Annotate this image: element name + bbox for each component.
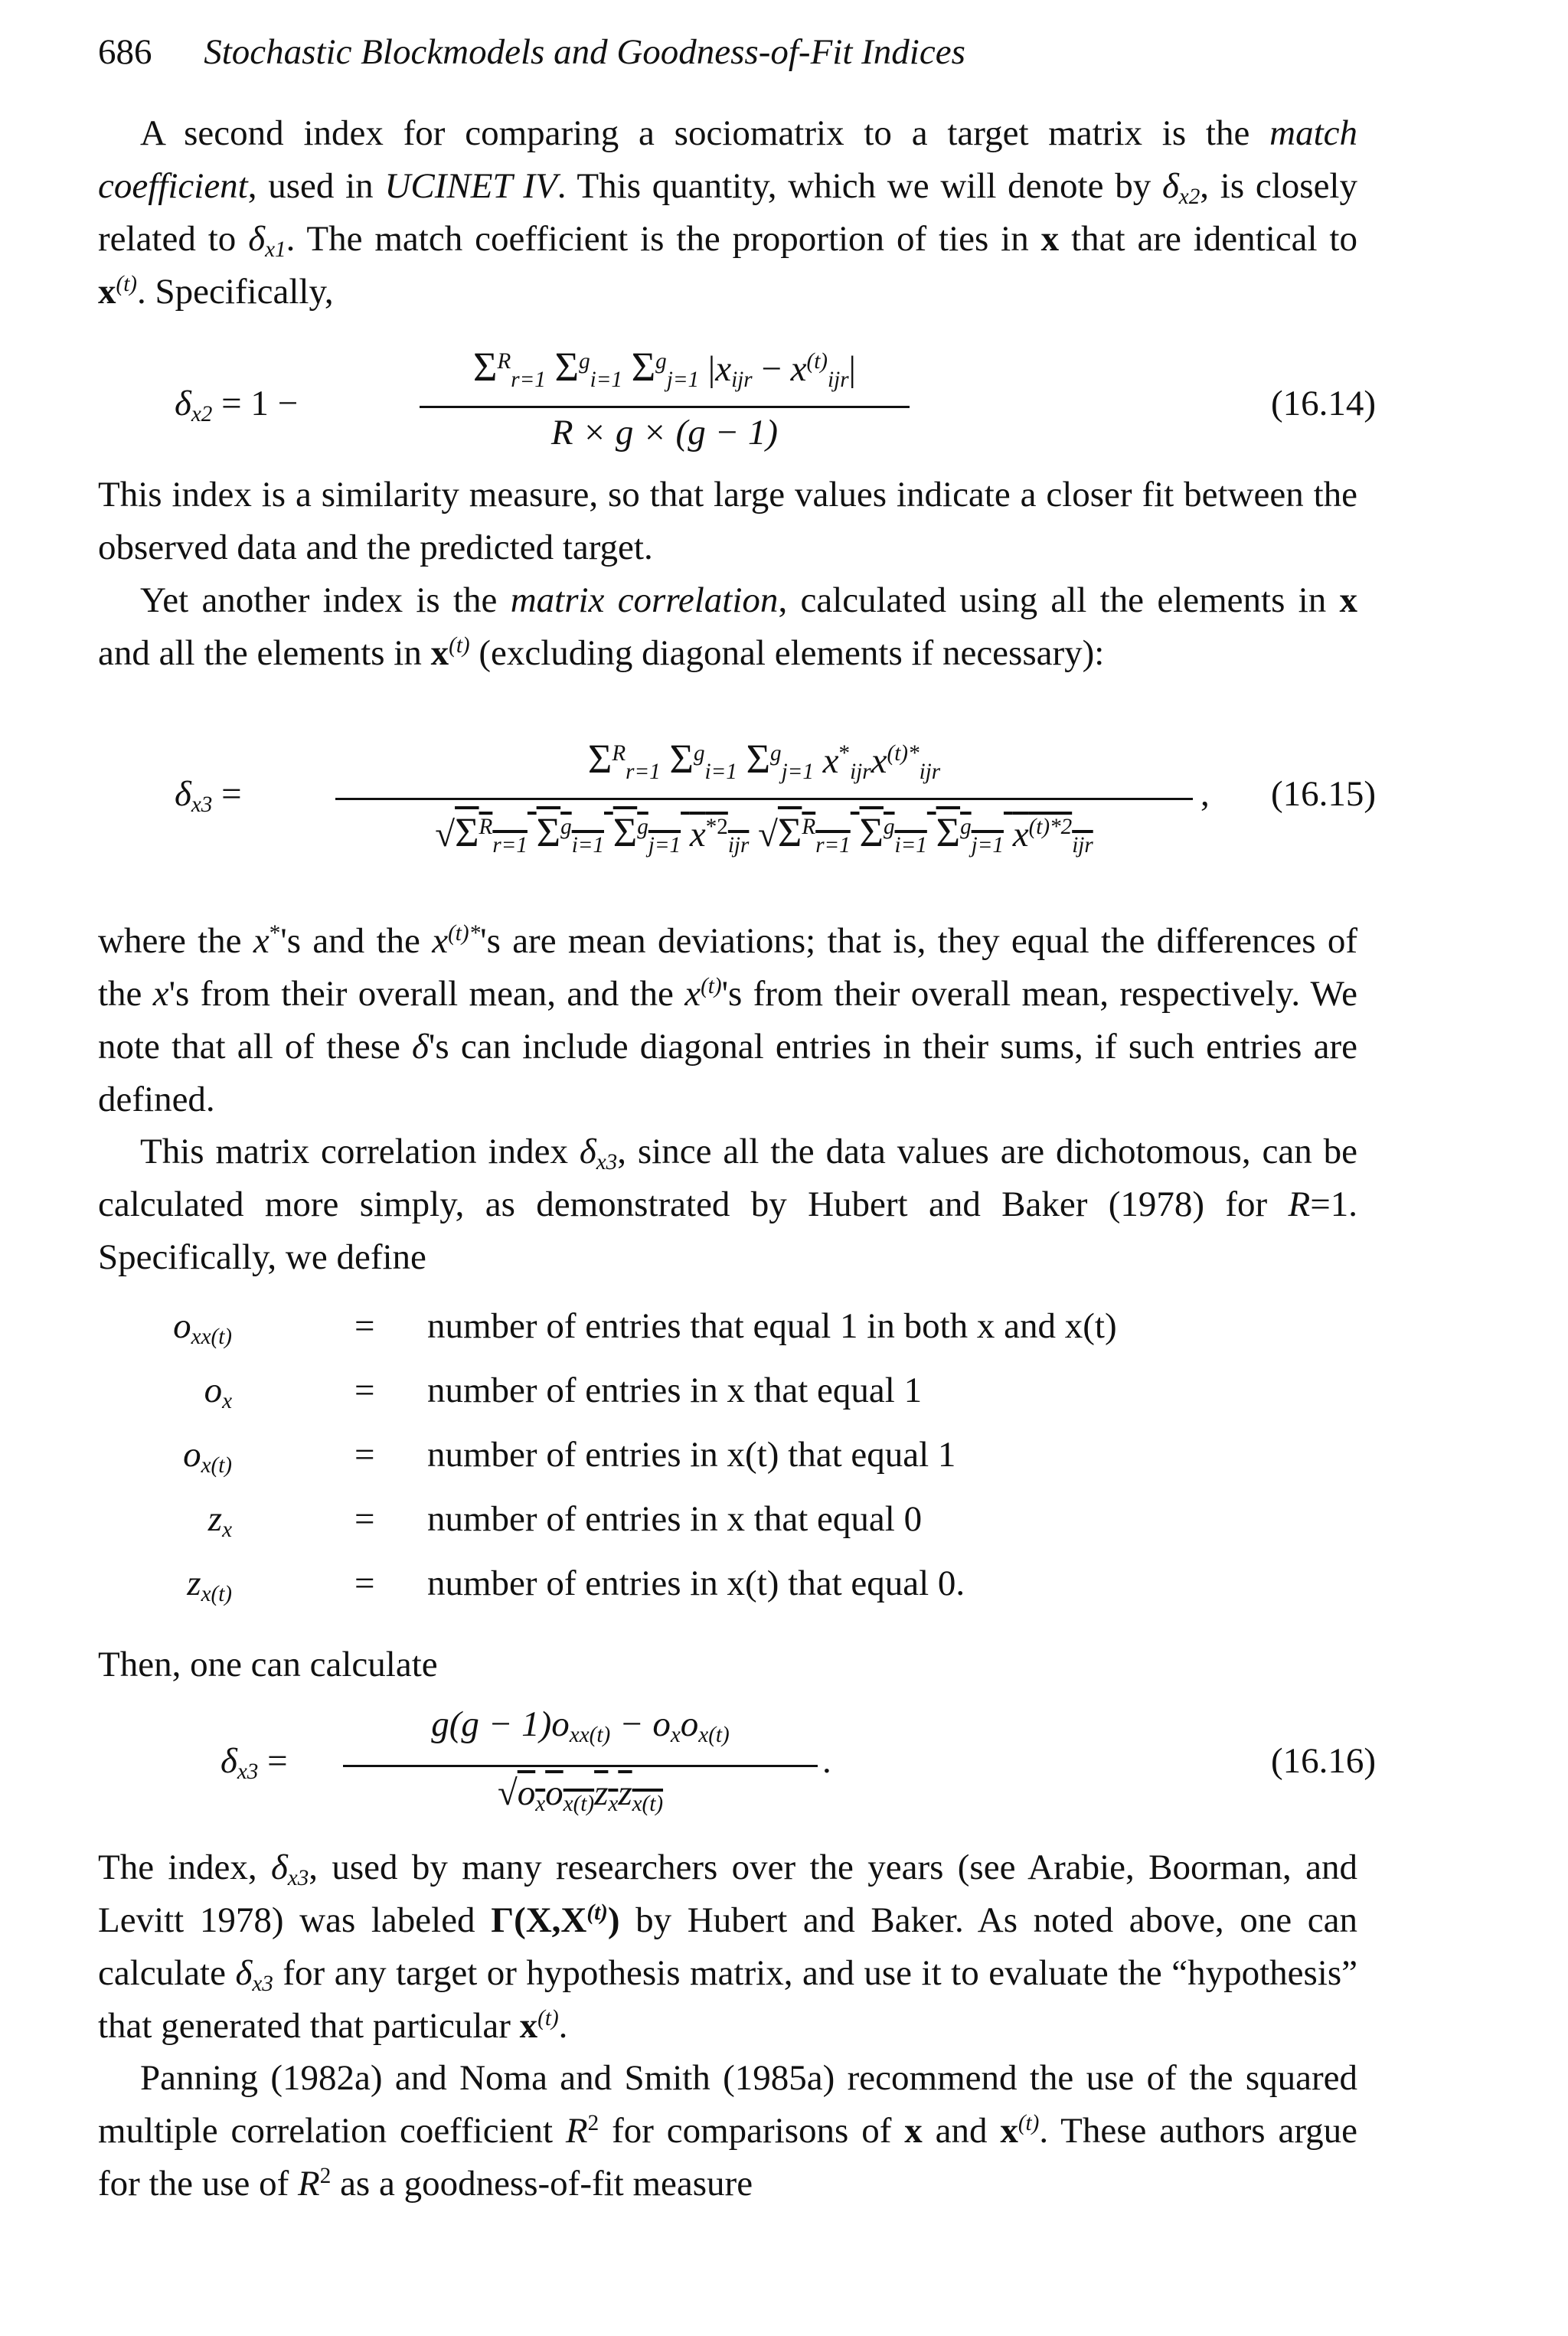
definition-text: number of entries in x(t) that equal 0. bbox=[427, 1563, 965, 1603]
paragraph-mean-deviations: where the x*'s and the $x^{(t)*}'s$ are mean deviations; that is, they equal the differences of the x's from their overall mean, and the $x^{(t)}'s$ from their overall mean, respectively. We note that all of these δ's can include diagonal entries in their sums, if such entries are defined. bbox=[98, 920, 1358, 1119]
equation-number: (16.14) bbox=[1271, 384, 1377, 423]
running-header bbox=[98, 29, 965, 75]
equation-number: (16.15) bbox=[1271, 774, 1377, 814]
equation-denominator: $√\Sigma^R_{r=1}$ $\Sigma^g_{i=1}$ $\Sigma^g_{j=1}$ $x^{*2}_{ijr}$ $√\Sigma^R_{r=1}$ $\Sigma^g_{i=1}$ $\Sigma^g_{j=1}$ $x^{(t)*2}_{ijr}$ bbox=[435, 809, 1093, 858]
equation-denominator: R × g × (g − 1) bbox=[550, 413, 779, 452]
term-matrix-correlation: matrix correlation bbox=[510, 580, 779, 620]
definition-row: $z_x$ = number of entries in x that equal 0 bbox=[207, 1499, 923, 1543]
equation-16-14 bbox=[98, 344, 1377, 467]
equation-numerator: $\Sigma^R_{r=1}$ $\Sigma^g_{i=1}$ $\Sigma^g_{j=1}$ $|x_{ijr} - x^{(t)}_{ijr}|$ bbox=[473, 344, 856, 393]
equation-lhs: $\delta_{x3}$ = bbox=[220, 1741, 288, 1785]
delta-x1: $\delta_{x1}$ bbox=[248, 219, 286, 263]
paragraph-then-calculate: Then, one can calculate bbox=[98, 1645, 438, 1684]
definition-row: $o_{x(t)}$ = number of entries in x(t) that equal 1 bbox=[183, 1435, 956, 1478]
equation-numerator: $\Sigma^R_{r=1}$ $\Sigma^g_{i=1}$ $\Sigma^g_{j=1}$ $x^*_{ijr}x^{(t)*}_{ijr}$ bbox=[587, 736, 941, 785]
definition-symbol: $z_x$ bbox=[207, 1499, 232, 1543]
equation-lhs: $\delta_{x3}$ = bbox=[175, 774, 242, 818]
definition-row: $o_{xx(t)}$ = number of entries that equal 1 in both x and x(t) bbox=[173, 1306, 1117, 1350]
paragraph-matrix-correlation: Yet another index is the matrix correlation, calculated using all the elements in x and all the elements in $x^{(t)}$ (excluding diagonal elements if necessary): bbox=[98, 580, 1358, 673]
equation-16-16: $\delta_{x3}$ = $g(g - 1)o_{xx(t)} - o_xo_{x(t)}$ $√o_xo_{x(t)}z_xz_{x(t)}$ . (16.16) bbox=[220, 1704, 1377, 1817]
fraction-bar bbox=[420, 406, 910, 408]
gamma-notation: $\Gamma(X,X^{(t)})$ bbox=[491, 1900, 620, 1940]
paragraph-r-squared: Panning (1982a) and Noma and Smith (1985a) recommend the use of the squared multiple correlation coefficient $R^2$ for comparisons of x and $x^{(t)}$. These authors argue for the use of $R^2$ as a goodness-of-fit measure bbox=[98, 2058, 1357, 2204]
paragraph-gamma-index: The index, $\delta_{x3}$, used by many researchers over the years (see Arabie, Boorman, and Levitt 1978) was labeled $\Gamma(X,X^{(t)})$ by Hubert and Baker. As noted above, one can calculate $\delta_{x3}$ for any target or hypothesis matrix, and use it to evaluate the “hypothesis” that generated that particular $x^{(t)}$. bbox=[98, 1848, 1358, 2046]
x-t: $x^{(t)}$ bbox=[98, 271, 137, 312]
definition-text: number of entries in x that equal 1 bbox=[427, 1371, 923, 1410]
fraction-bar bbox=[335, 798, 1193, 800]
definition-text: number of entries in x that equal 0 bbox=[427, 1499, 923, 1539]
equation-16-15: $\delta_{x3}$ = $\Sigma^R_{r=1}$ $\Sigma^g_{i=1}$ $\Sigma^g_{j=1}$ $x^*_{ijr}x^{(t)*}_{ijr}$ $√\Sigma^R_{r=1}$ $\Sigma^g_{i=1}$ $\Sigma^g_{j=1}$ $x^{*2}_{ijr}$ $√\Sigma^R_{r=1}$ $\Sigma^g_{i=1}$ $\Sigma^g_{j=1}$ $x^{(t)*2}_{ijr}$ , (16.15) bbox=[175, 736, 1377, 858]
paragraph-similarity: This index is a similarity measure, so that large values indicate a closer fit between the observed data and the predicted target. bbox=[98, 475, 1357, 567]
delta-x2: $\delta_{x2}$ bbox=[1161, 166, 1200, 210]
definition-text: number of entries in x(t) that equal 1 bbox=[427, 1435, 956, 1475]
definition-row: $z_{x(t)}$ = number of entries in x(t) that equal 0. bbox=[187, 1563, 965, 1607]
definition-text: number of entries that equal 1 in both x and x(t) bbox=[427, 1306, 1117, 1346]
page-number: 686 bbox=[98, 32, 152, 72]
equation-lhs: $\delta_{x2} = 1$ − bbox=[175, 384, 299, 427]
definition-row: $o_x$ = number of entries in x that equal 1 bbox=[204, 1371, 923, 1414]
definition-symbol: $o_{x(t)}$ bbox=[183, 1435, 232, 1478]
term-match-coefficient: match coefficient bbox=[98, 113, 1358, 206]
definition-symbol: $o_{xx(t)}$ bbox=[173, 1306, 232, 1350]
equation-denominator: $√o_xo_{x(t)}z_xz_{x(t)}$ bbox=[497, 1773, 664, 1817]
paragraph-match-coefficient: A second index for comparing a sociomatrix to a target matrix is the match coefficient, used in UCINET IV. This quantity, which we will denote by $\delta_{x2}$, is closely related to $\delta_{x1}$. The match coefficient is the proportion of ties in x that are identical to $x^{(t)}$. Specifically, bbox=[98, 113, 1358, 312]
software-name: UCINET IV bbox=[384, 166, 557, 206]
fraction-bar bbox=[343, 1765, 818, 1767]
running-title: Stochastic Blockmodels and Goodness-of-Fit Indices bbox=[204, 32, 965, 72]
definition-symbol: $o_x$ bbox=[204, 1371, 232, 1414]
equation-numerator: $g(g - 1)o_{xx(t)} - o_xo_{x(t)}$ bbox=[431, 1704, 730, 1748]
equation-number: (16.16) bbox=[1271, 1741, 1377, 1781]
definition-symbol: $z_{x(t)}$ bbox=[187, 1563, 232, 1607]
paragraph-hubert-baker: This matrix correlation index $\delta_{x3}$, since all the data values are dichotomous, can be calculated more simply, as demonstrated by Hubert and Baker (1978) for R=1. Specifically, we define bbox=[98, 1132, 1357, 1277]
